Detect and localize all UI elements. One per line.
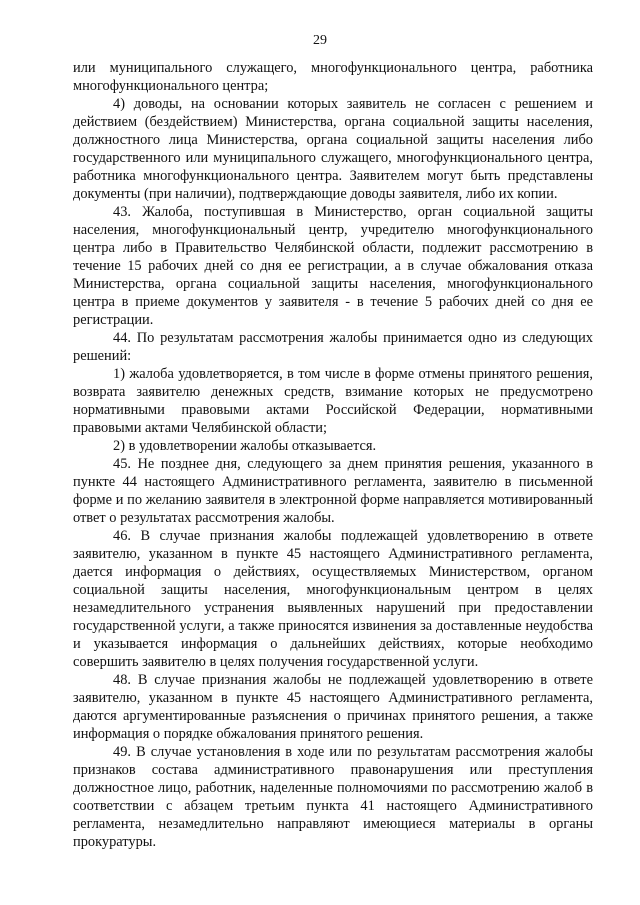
paragraph-item-4: 4) доводы, на основании которых заявитель не согласен с решением и действием (бездействием) Министерства, органа социальной защиты населения, должностного лица Министерства, органа социальной защиты населения либо государственного или муниципального служащего, многофункционального центра, работника многофункционального центра. Заявителем могут быть представлены документы (при наличии), подтверждающие доводы заявителя, либо их копии. — [73, 96, 593, 202]
page-number: 29 — [313, 33, 327, 48]
paragraph-46: 46. В случае признания жалобы подлежащей удовлетворению в ответе заявителю, указанном в пункте 45 настоящего Административного регламента, дается информация о действиях, осуществляемых Министерством, органом социальной защиты населения, многофункциональным центром в целях незамедлительного устранения выявленных нарушений при предоставлении государственной услуги, а также приносятся извинения за доставленные неудобства и указывается информация о дальнейших действиях, которые необходимо совершить заявителю в целях получения государственной услуги. — [73, 528, 593, 670]
paragraph-44: 44. По результатам рассмотрения жалобы принимается одно из следующих решений: — [73, 330, 593, 364]
paragraph-44-item-1: 1) жалоба удовлетворяется, в том числе в форме отмены принятого решения, возврата заявителю денежных средств, взимание которых не предусмотрено нормативными правовыми актами Российской Федерации, нормативными правовыми актами Челябинской области; — [73, 366, 593, 436]
paragraph-49: 49. В случае установления в ходе или по результатам рассмотрения жалобы признаков состава административного правонарушения или преступления должностное лицо, работник, наделенные полномочиями по рассмотрению жалоб в соответствии с абзацем третьим пункта 41 настоящего Административного регламента, незамедлительно направляют имеющиеся материалы в органы прокуратуры. — [73, 744, 593, 850]
paragraph-43: 43. Жалоба, поступившая в Министерство, орган социальной защиты населения, многофункциональный центр, учредителю многофункционального центра либо в Правительство Челябинской области, подлежит рассмотрению в течение 15 рабочих дней со дня ее регистрации, а в случае обжалования отказа Министерства, органа социальной защиты населения, многофункционального центра в приеме документов у заявителя - в течение 5 рабочих дней со дня ее регистрации. — [73, 204, 593, 328]
paragraph-44-item-2: 2) в удовлетворении жалобы отказывается. — [113, 438, 377, 454]
paragraph-45: 45. Не позднее дня, следующего за днем принятия решения, указанного в пункте 44 настоящего Административного регламента, заявителю в письменной форме и по желанию заявителя в электронной форме направляется мотивированный ответ о результатах рассмотрения жалобы. — [73, 456, 593, 526]
paragraph-48: 48. В случае признания жалобы не подлежащей удовлетворению в ответе заявителю, указанном в пункте 45 настоящего Административного регламента, даются аргументированные разъяснения о причинах принятого решения, а также информация о порядке обжалования принятого решения. — [73, 672, 593, 742]
paragraph-continuation: или муниципального служащего, многофункционального центра, работника многофункционального центра; — [73, 60, 593, 94]
document-body — [73, 59, 593, 851]
